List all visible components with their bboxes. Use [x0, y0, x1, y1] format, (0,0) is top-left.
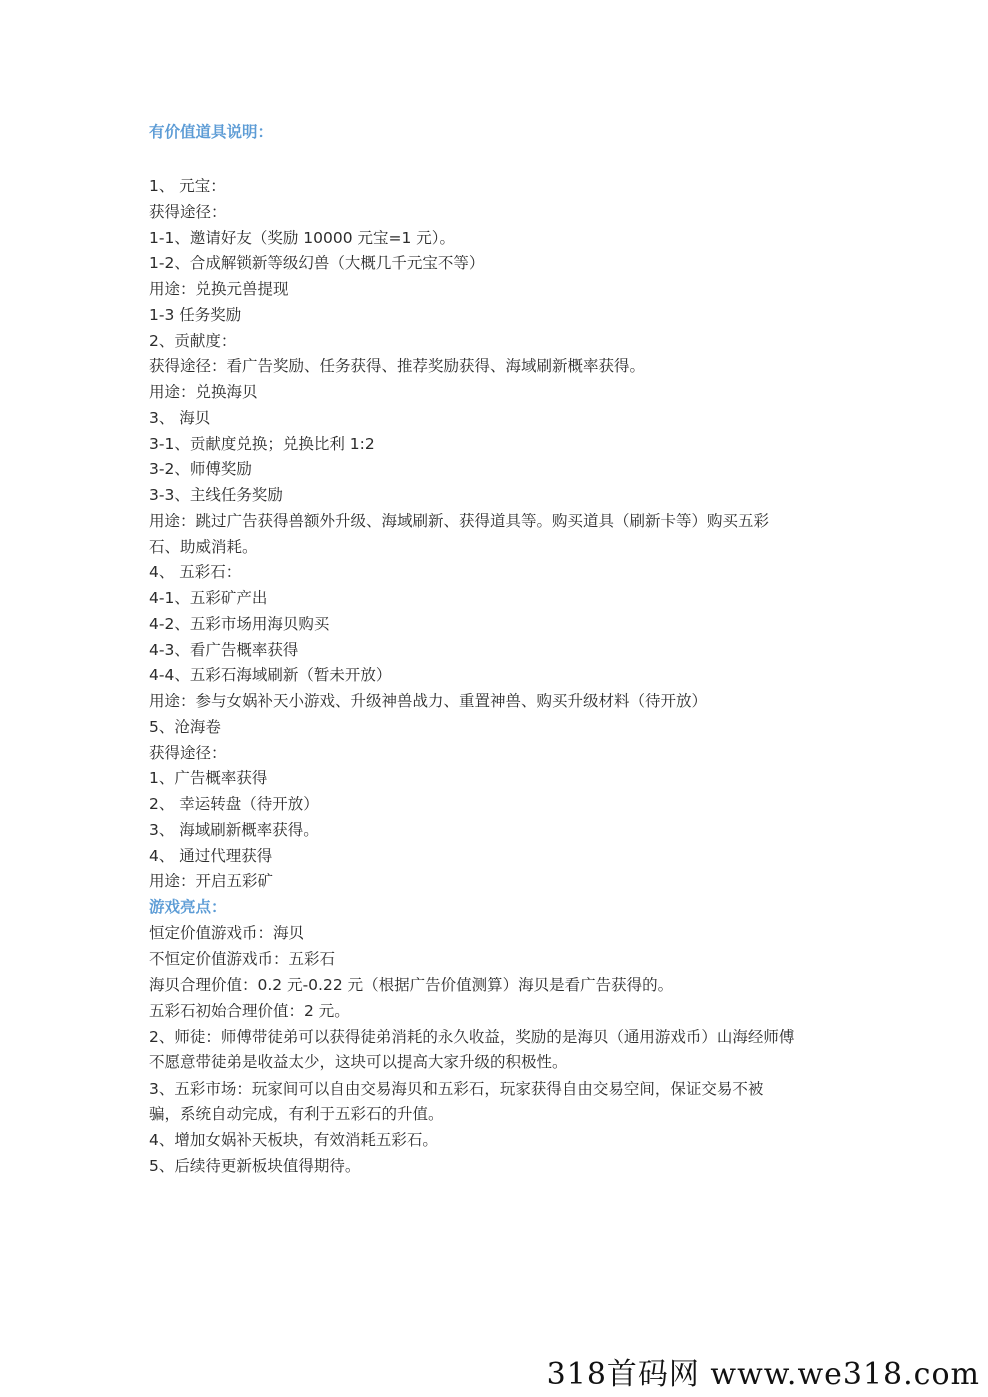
section-title-valuable-items: 有价值道具说明：	[149, 123, 274, 141]
text-line: 3-1、贡献度兑换；兑换比利 1:2	[149, 435, 375, 453]
text-line: 1-3 任务奖励	[149, 306, 242, 324]
text-line: 4、 通过代理获得	[149, 847, 273, 865]
text-line: 用途：跳过广告获得兽额外升级、海域刷新、获得道具等。购买道具（刷新卡等）购买五彩	[149, 512, 770, 530]
text-line: 1-2、合成解锁新等级幻兽（大概几千元宝不等）	[149, 254, 485, 272]
text-line: 获得途径：看广告奖励、任务获得、推荐奖励获得、海域刷新概率获得。	[149, 357, 646, 375]
text-line: 3、 海域刷新概率获得。	[149, 821, 319, 839]
highlight-line: 海贝合理价值：0.2 元-0.22 元（根据广告价值测算）海贝是看广告获得的。	[149, 976, 674, 994]
text-line: 4-4、五彩石海域刷新（暂未开放）	[149, 666, 392, 684]
section-title-game-highlights: 游戏亮点：	[149, 898, 227, 916]
text-line: 3-2、师傅奖励	[149, 460, 252, 478]
text-line: 3-3、主线任务奖励	[149, 486, 283, 504]
text-line: 用途：开启五彩矿	[149, 872, 274, 890]
highlight-line: 五彩石初始合理价值：2 元。	[149, 1002, 350, 1020]
text-line: 用途：兑换海贝	[149, 383, 258, 401]
text-line: 用途：兑换元兽提现	[149, 280, 289, 298]
text-line: 获得途径：	[149, 203, 227, 221]
text-line: 用途：参与女娲补天小游戏、升级神兽战力、重置神兽、购买升级材料（待开放）	[149, 692, 708, 710]
text-line: 4-1、五彩矿产出	[149, 589, 268, 607]
highlight-line: 5、后续待更新板块值得期待。	[149, 1157, 361, 1175]
text-line: 石、助威消耗。	[149, 538, 258, 556]
text-line: 3、 海贝	[149, 409, 211, 427]
text-line: 5、沧海卷	[149, 718, 221, 736]
highlight-line: 不愿意带徒弟是收益太少，这块可以提高大家升级的积极性。	[149, 1053, 568, 1071]
site-watermark: 318首码网 www.we318.com	[546, 1357, 980, 1392]
highlight-line: 恒定价值游戏币：海贝	[149, 924, 305, 942]
highlight-line: 2、师徒：师傅带徒弟可以获得徒弟消耗的永久收益，奖励的是海贝（通用游戏币）山海经师傅	[149, 1028, 795, 1046]
text-line: 4、 五彩石：	[149, 563, 242, 581]
highlight-line: 4、增加女娲补天板块，有效消耗五彩石。	[149, 1131, 438, 1149]
highlight-line: 骗，系统自动完成，有利于五彩石的升值。	[149, 1105, 444, 1123]
text-line: 1、广告概率获得	[149, 769, 268, 787]
text-line: 获得途径：	[149, 744, 227, 762]
text-line: 1、 元宝：	[149, 177, 226, 195]
highlight-line: 3、五彩市场：玩家间可以自由交易海贝和五彩石，玩家获得自由交易空间，保证交易不被	[149, 1080, 764, 1098]
text-line: 1-1、邀请好友（奖励 10000 元宝=1 元）。	[149, 229, 456, 247]
text-line: 2、 幸运转盘（待开放）	[149, 795, 319, 813]
text-line: 4-3、看广告概率获得	[149, 641, 299, 659]
highlight-line: 不恒定价值游戏币：五彩石	[149, 950, 336, 968]
text-line: 4-2、五彩市场用海贝购买	[149, 615, 330, 633]
text-line: 2、贡献度：	[149, 332, 237, 350]
